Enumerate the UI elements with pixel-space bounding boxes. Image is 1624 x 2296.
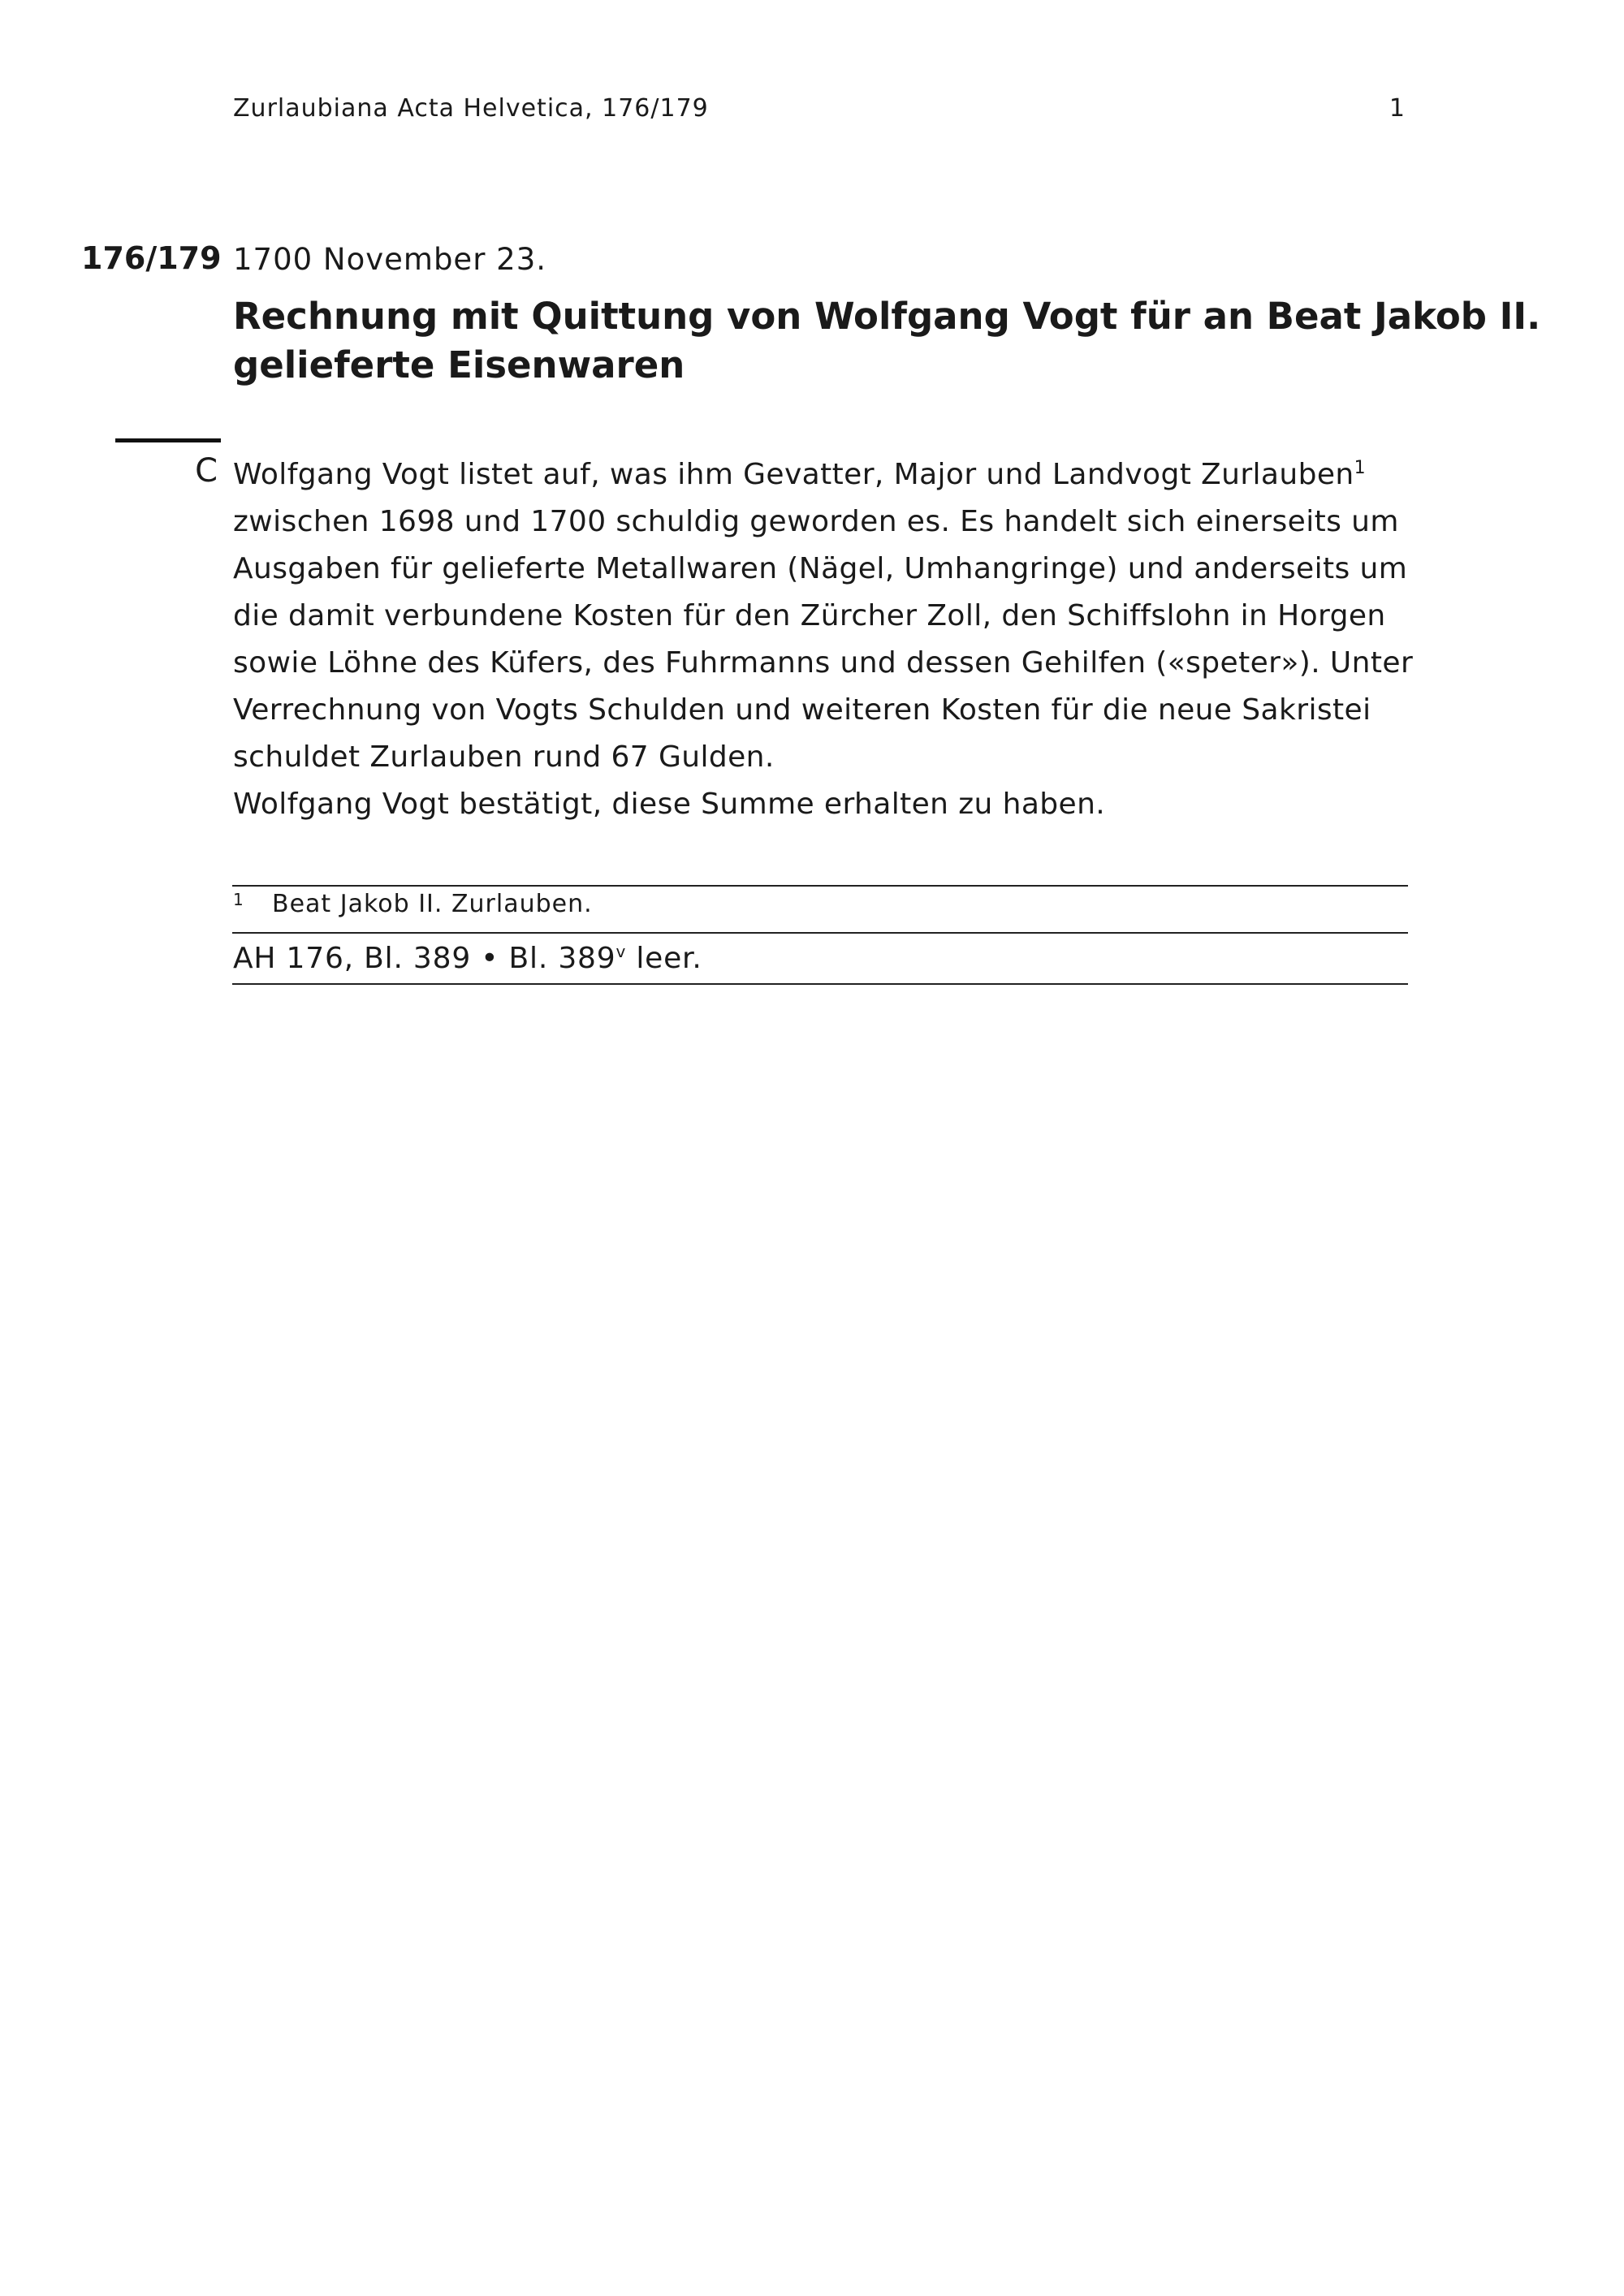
regest-line: Ausgaben für gelieferte Metallwaren (Nägel, Umhangringe) und anderseits um	[233, 552, 1408, 585]
document-number: 176/179	[81, 240, 222, 276]
regest-line: sowie Löhne des Küfers, des Fuhrmanns und dessen Gehilfen («speter»). Unter	[233, 646, 1414, 680]
document-date: 1700 November 23.	[233, 242, 547, 277]
witness-siglum: C	[195, 452, 218, 490]
running-head: Zurlaubiana Acta Helvetica, 176/179	[233, 94, 709, 123]
regest-line: Wolfgang Vogt bestätigt, diese Summe erhalten zu haben.	[233, 788, 1106, 821]
regest-line: Verrechnung von Vogts Schulden und weiteren Kosten für die neue Sakristei	[233, 693, 1371, 727]
title-line: Rechnung mit Quittung von Wolfgang Vogt für an Beat Jakob II.	[233, 295, 1541, 338]
document-title	[233, 292, 1541, 390]
regest-line: zwischen 1698 und 1700 schuldig geworden es. Es handelt sich einerseits um	[233, 505, 1399, 538]
source-note	[233, 942, 702, 975]
page-number: 1	[1389, 94, 1405, 123]
source-text: AH 176, Bl. 389 • Bl. 389	[233, 942, 616, 975]
regest-line	[233, 451, 1410, 498]
footnote-number: 1	[233, 890, 244, 909]
source-top-rule	[232, 932, 1408, 934]
section-marker-rule	[115, 438, 221, 442]
footnote-top-rule	[232, 885, 1408, 887]
footnote	[233, 890, 1402, 918]
footnote-text: Beat Jakob II. Zurlauben.	[272, 890, 593, 918]
source-bottom-rule	[232, 983, 1408, 985]
regest-line-text: Wolfgang Vogt listet auf, was ihm Gevatter, Major und Landvogt Zurlauben	[233, 458, 1354, 491]
source-text-after: leer.	[626, 942, 702, 975]
regest-paragraph	[233, 451, 1414, 828]
verso-superscript: v	[615, 942, 627, 961]
title-line: gelieferte Eisenwaren	[233, 343, 685, 386]
regest-line: schuldet Zurlauben rund 67 Gulden.	[233, 740, 775, 774]
regest-line: die damit verbundene Kosten für den Zürcher Zoll, den Schiffslohn in Horgen	[233, 599, 1386, 632]
footnote-reference[interactable]: 1	[1354, 458, 1367, 478]
